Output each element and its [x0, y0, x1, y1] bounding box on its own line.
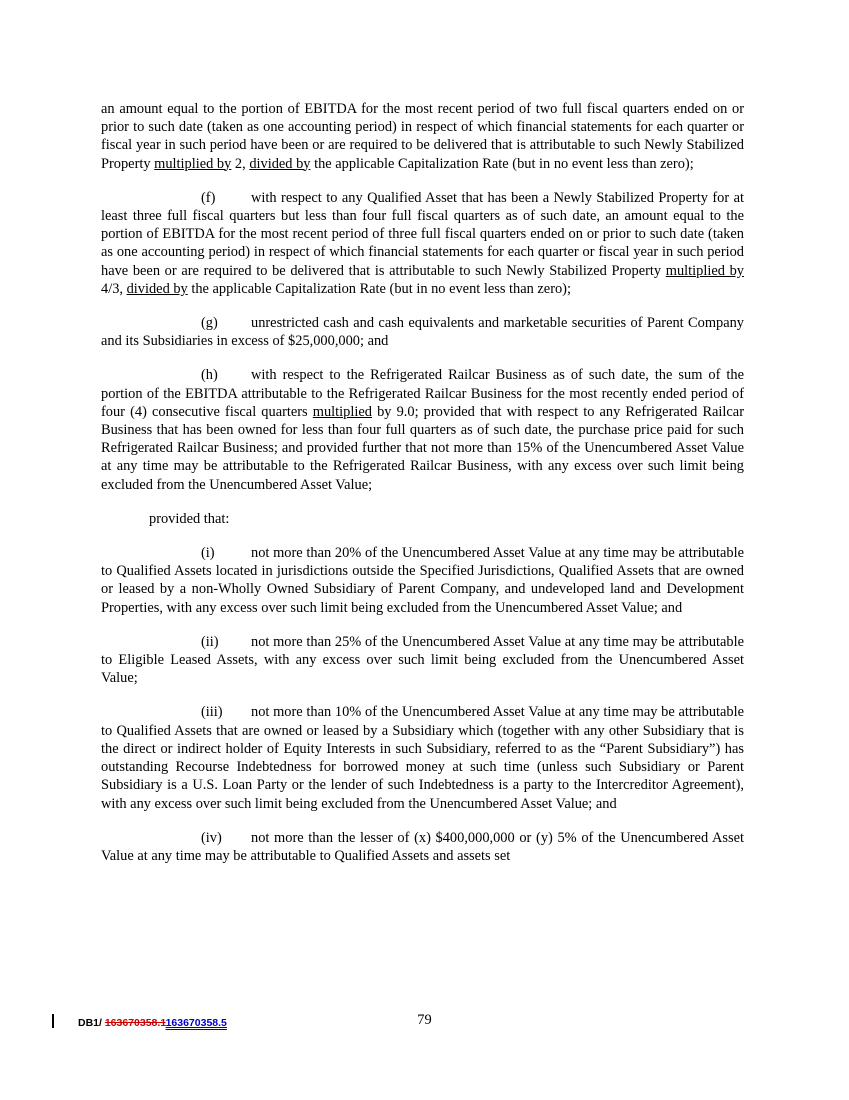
document-id-inserted: 163670358.5: [165, 1017, 227, 1029]
document-id-prefix: DB1/: [78, 1017, 105, 1029]
paragraph-text: 2,: [231, 155, 250, 172]
paragraph-f: [101, 189, 744, 298]
clause-label: (iv): [201, 829, 222, 846]
clause-label: (iii): [201, 704, 223, 721]
clause-label: (ii): [201, 633, 219, 650]
paragraph-text: not more than 25% of the Unencumbered Asset Value at any time may be attributable to Eligible Leased Assets, with any excess over such limit being excluded from the Unencumbered Asset Value;: [101, 633, 744, 687]
paragraph-text: 4/3,: [101, 280, 127, 297]
underlined-term: multiplied by: [154, 155, 232, 172]
paragraph-i: [101, 544, 744, 617]
paragraph-text: with respect to the Refrigerated Railcar Business as of such date, the sum of the portion of the EBITDA attributable to the Refrigerated Railcar Business for the most recently ended period of four (4) consecutive fiscal quarters: [101, 367, 744, 420]
clause-label: (g): [201, 315, 218, 332]
paragraph-text: not more than 20% of the Unencumbered Asset Value at any time may be attributable to Qualified Assets located in jurisdictions outside the Specified Jurisdictions, Qualified Assets that are owned or leased by a non-Wholly Owned Subsidiary of Parent Company, and undeveloped land and Development Properties, with any excess over such limit being excluded from the Unencumbered Asset Value; and: [101, 545, 744, 616]
document-page: [101, 100, 744, 879]
provided-that-heading: provided that:: [149, 510, 230, 527]
underlined-term: divided by: [126, 280, 188, 297]
clause-label: (f): [201, 189, 216, 206]
paragraph-text: with respect to any Qualified Asset that has been a Newly Stabilized Property for at least three full fiscal quarters but less than four full fiscal quarters as of such date, an amount equal to the portion of EBITDA for the most recent period of three full fiscal quarters ended on or prior to such date (taken as one accounting period) in respect of which financial statements for each quarter or fiscal year in such period have been or are required to be delivered that is attributable to such Newly Stabilized Property: [101, 189, 744, 279]
paragraph-e-continuation: [101, 100, 744, 173]
paragraph-g: [101, 314, 744, 350]
page-number: 79: [417, 1012, 432, 1028]
paragraph-text: by 9.0; provided that with respect to any Refrigerated Railcar Business that has been owned for less than four full quarters as of such date, the purchase price paid for such Refrigerated Railcar Business; and provided further that not more than 15% of the Unencumbered Asset Value at any time may be attributable to the Refrigerated Railcar Business, with any excess over such limit being excluded from the Unencumbered Asset Value;: [101, 403, 744, 493]
underlined-term: divided by: [249, 155, 311, 172]
paragraph-text: unrestricted cash and cash equivalents and marketable securities of Parent Company and its Subsidiaries in excess of $25,000,000; and: [101, 315, 744, 350]
paragraph-text: not more than 10% of the Unencumbered Asset Value at any time may be attributable to Qualified Assets that are owned or leased by a Subsidiary which (together with any other Subsidiary that is the direct or indirect holder of Equity Interests in such Subsidiary, referred to as the “Parent Subsidiary”) has outstanding Recourse Indebtedness for borrowed money at such time (unless such Subsidiary or Parent Subsidiary is a U.S. Loan Party or the lender of such Indebtedness is a party to the Intercreditor Agreement), with any excess over such limit being excluded from the Unencumbered Asset Value; and: [101, 704, 744, 812]
clause-label: (i): [201, 545, 215, 562]
paragraph-ii: [101, 633, 744, 688]
paragraph-iv: [101, 829, 744, 865]
paragraph-text: an amount equal to the portion of EBITDA for the most recent period of two full fiscal quarters ended on or prior to such date (taken as one accounting period) in respect of which financial statements for each quarter or fiscal year in such period have been or are required to be delivered that is attributable to such Newly Stabilized Property: [101, 101, 744, 172]
paragraph-text: the applicable Capitalization Rate (but in no event less than zero);: [187, 280, 571, 297]
clause-label: (h): [201, 367, 218, 384]
paragraph-h: [101, 366, 744, 493]
paragraph-text: not more than the lesser of (x) $400,000,000 or (y) 5% of the Unencumbered Asset Value at any time may be attributable to Qualified Assets and assets set: [101, 829, 744, 864]
underlined-term: multiplied: [312, 403, 372, 420]
paragraph-iii: [101, 703, 744, 812]
underlined-term: multiplied by: [665, 262, 744, 279]
document-id-deleted: 163670358.1: [104, 1017, 166, 1029]
paragraph-text: the applicable Capitalization Rate (but in no event less than zero);: [310, 155, 694, 172]
